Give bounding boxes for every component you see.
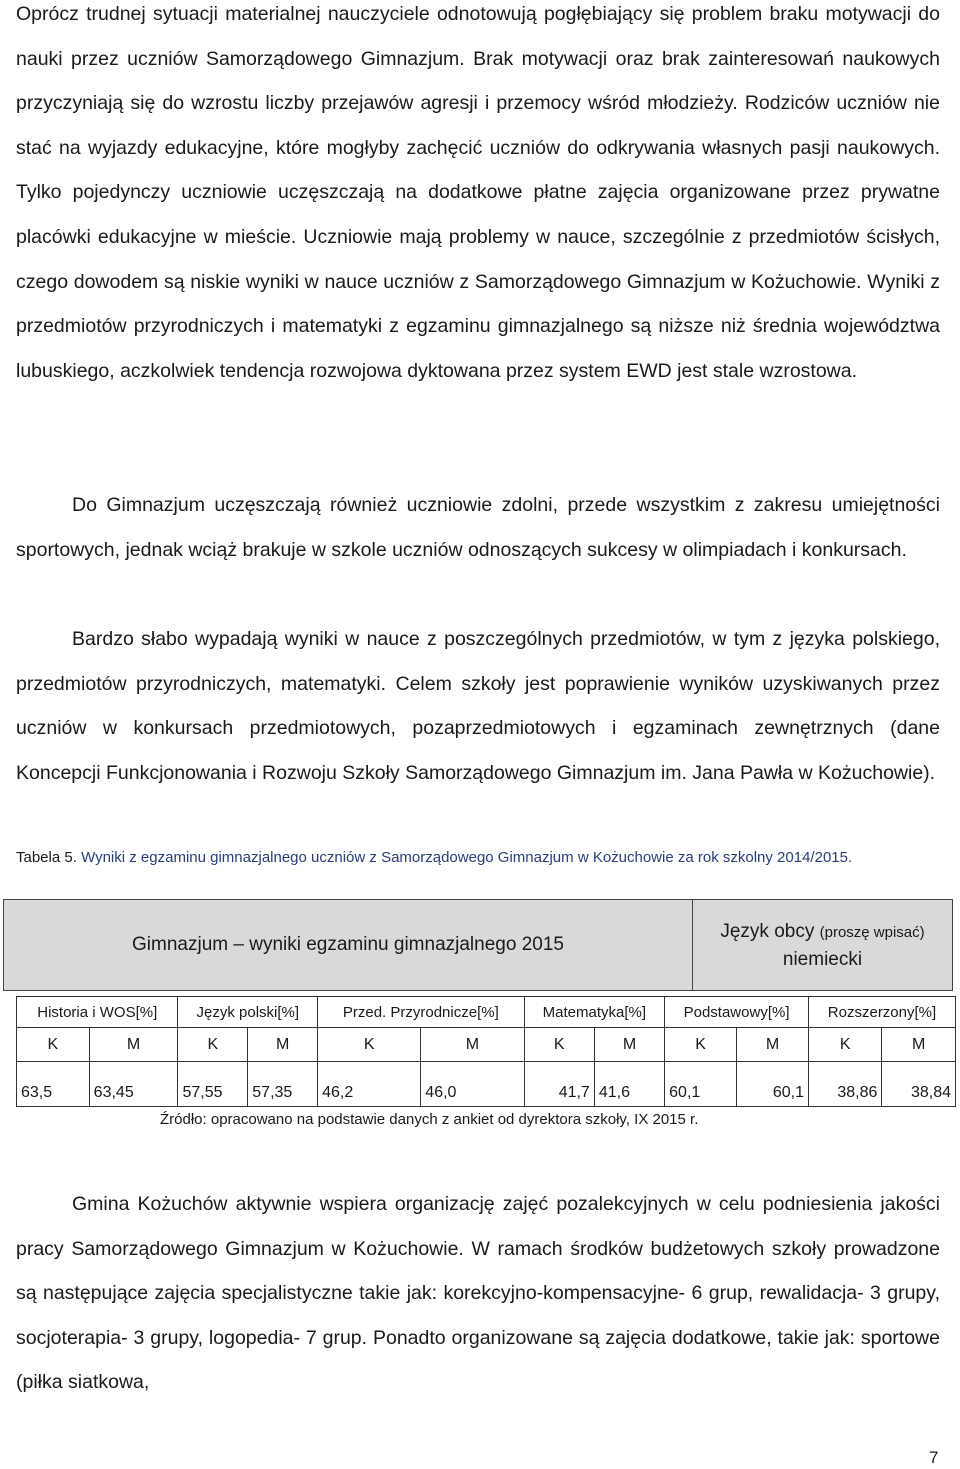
subject-header: Przed. Przyrodnicze[%] bbox=[318, 997, 524, 1028]
gender-cell: M bbox=[594, 1028, 664, 1062]
values-row bbox=[17, 1062, 956, 1107]
gender-cell: M bbox=[89, 1028, 178, 1062]
gender-cell: M bbox=[248, 1028, 318, 1062]
foreign-language-header bbox=[692, 900, 952, 990]
table-title: Gimnazjum – wyniki egzaminu gimnazjalnego 2015 bbox=[132, 934, 564, 955]
subject-header: Matematyka[%] bbox=[524, 997, 665, 1028]
paragraph-extracurricular bbox=[16, 1182, 940, 1405]
value-cell: 63,5 bbox=[17, 1062, 90, 1107]
gender-cell: K bbox=[178, 1028, 248, 1062]
gender-cell: K bbox=[524, 1028, 594, 1062]
gender-cell: M bbox=[882, 1028, 956, 1062]
value-cell: 57,35 bbox=[248, 1062, 318, 1107]
gender-cell: M bbox=[737, 1028, 809, 1062]
foreign-language-head: Język obcy bbox=[720, 920, 815, 942]
paragraph-results-text: Bardzo słabo wypadają wyniki w nauce z poszczególnych przedmiotów, w tym z języka polskiego, przedmiotów przyrodniczych, matematyki. Celem szkoły jest poprawienie wyników uzyskiwanych przez uczniów w konkursach przedmiotowych, pozaprzedmiotowych i egzaminach zewnętrznych (dane Koncepcji Funkcjonowania i Rozwoju Szkoły Samorządowego Gimnazjum im. Jana Pawła w Kożuchowie). bbox=[16, 628, 940, 784]
table-header-block bbox=[3, 899, 953, 991]
exam-results-table bbox=[16, 996, 956, 1107]
value-cell: 38,84 bbox=[882, 1062, 956, 1107]
subject-header: Historia i WOS[%] bbox=[17, 997, 178, 1028]
value-cell: 46,2 bbox=[318, 1062, 421, 1107]
value-cell: 46,0 bbox=[421, 1062, 524, 1107]
subject-header: Podstawowy[%] bbox=[665, 997, 809, 1028]
gender-row bbox=[17, 1028, 956, 1062]
value-cell: 60,1 bbox=[665, 1062, 737, 1107]
value-cell: 41,7 bbox=[524, 1062, 594, 1107]
subject-header-row bbox=[17, 997, 956, 1028]
gender-cell: K bbox=[17, 1028, 90, 1062]
foreign-language-value: niemiecki bbox=[782, 948, 863, 970]
page-number: 7 bbox=[929, 1448, 939, 1467]
paragraph-results bbox=[16, 617, 940, 795]
table-caption-label: Tabela 5. bbox=[16, 849, 77, 866]
subject-header: Język polski[%] bbox=[178, 997, 318, 1028]
value-cell: 38,86 bbox=[808, 1062, 881, 1107]
foreign-language-note: (proszę wpisać) bbox=[819, 923, 925, 941]
paragraph-gifted-text: Do Gimnazjum uczęszczają również uczniowie zdolni, przede wszystkim z zakresu umiejętności sportowych, jednak wciąż brakuje w szkole uczniów odnoszących sukcesy w olimpiadach i konkursach. bbox=[16, 494, 940, 561]
table-caption-text: Wyniki z egzaminu gimnazjalnego uczniów z Samorządowego Gimnazjum w Kożuchowie za rok szkolny 2014/2015. bbox=[81, 849, 853, 866]
value-cell: 57,55 bbox=[178, 1062, 248, 1107]
gender-cell: K bbox=[665, 1028, 737, 1062]
value-cell: 41,6 bbox=[594, 1062, 664, 1107]
value-cell: 63,45 bbox=[89, 1062, 178, 1107]
foreign-language-label bbox=[720, 918, 924, 946]
gender-cell: K bbox=[808, 1028, 881, 1062]
paragraph-gifted-students bbox=[16, 483, 940, 572]
gender-cell: M bbox=[421, 1028, 524, 1062]
value-cell: 60,1 bbox=[737, 1062, 809, 1107]
paragraph-extracurricular-text: Gmina Kożuchów aktywnie wspiera organizację zajęć pozalekcyjnych w celu podniesienia jakości pracy Samorządowego Gimnazjum w Kożuchowie. W ramach środków budżetowych szkoły prowadzone są następujące zajęcia specjalistyczne takie jak: korekcyjno-kompensacyjne- 6 grup, rewalidacja- 3 grupy, socjoterapia- 3 grupy, logopedia- 7 grup. Ponadto organizowane są zajęcia dodatkowe, takie jak: sportowe (piłka siatkowa, bbox=[16, 1193, 940, 1394]
paragraph-motivation: Oprócz trudnej sytuacji materialnej nauczyciele odnotowują pogłębiający się problem braku motywacji do nauki przez uczniów Samorządowego Gimnazjum. Brak motywacji oraz brak zainteresowań naukowych przyczyniają się do wzrostu liczby przejawów agresji i przemocy wśród młodzieży. Rodziców uczniów nie stać na wyjazdy edukacyjne, które mogłyby zachęcić uczniów do odkrywania własnych pasji naukowych. Tylko pojedynczy uczniowie uczęszczają na dodatkowe płatne zajęcia organizowane przez prywatne placówki edukacyjne w mieście. Uczniowie mają problemy w nauce, szczególnie z przedmiotów ścisłych, czego dowodem są niskie wyniki w nauce uczniów z Samorządowego Gimnazjum w Kożuchowie. Wyniki z przedmiotów przyrodniczych i matematyki z egzaminu gimnazjalnego są niższe niż średnia województwa lubuskiego, aczkolwiek tendencja rozwojowa dyktowana przez system EWD jest stale wzrostowa. bbox=[16, 3, 940, 382]
gender-cell: K bbox=[318, 1028, 421, 1062]
table-source-note: Źródło: opracowano na podstawie danych z ankiet od dyrektora szkoły, IX 2015 r. bbox=[160, 1111, 699, 1128]
subject-header: Rozszerzony[%] bbox=[808, 997, 955, 1028]
table-caption bbox=[16, 847, 940, 869]
